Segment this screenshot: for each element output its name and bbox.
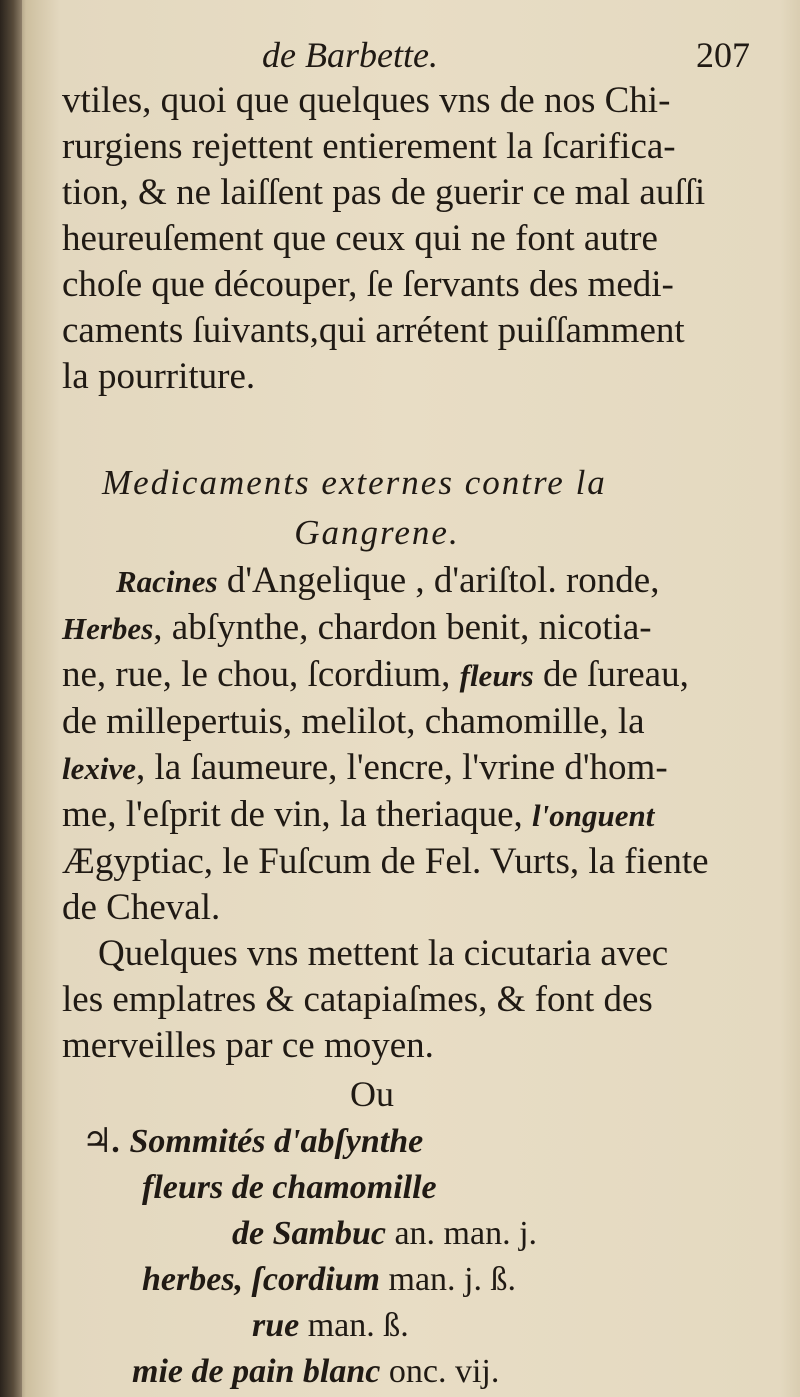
text-line: les emplatres & catapiaſmes, & font des (62, 979, 653, 1020)
text-run: de Cheval. (62, 887, 221, 928)
italic-term: l'onguent (532, 798, 655, 833)
text-line: vtiles, quoi que quelques vns de nos Chi- (62, 80, 671, 121)
text-run: ne, rue, le chou, ſcordium, (62, 654, 460, 695)
text-run: , abſynthe, chardon benit, nicotia- (153, 607, 652, 648)
italic-term: Herbes (62, 611, 154, 646)
italic-term: fleurs de chamomille (142, 1169, 437, 1206)
text-line (62, 745, 752, 792)
text-run: man. j. ß. (380, 1261, 516, 1298)
text-run: , la ſaumeure, l'encre, l'vrine d'hom- (136, 747, 668, 788)
text-line (62, 652, 752, 699)
text-run: de millepertuis, melilot, chamomille, la (62, 701, 645, 742)
section-title-line-2: Gangrene. (294, 513, 460, 552)
text-line: heureuſement que ceux qui ne font autre (62, 218, 658, 259)
italic-term: Racines (116, 564, 218, 599)
text-line: tion, & ne laiſſent pas de guerir ce mal auſſi (62, 172, 706, 213)
page-text (62, 28, 752, 1395)
running-title: de Barbette. (262, 35, 438, 75)
italic-term: ♃. Sommités d'abſynthe (82, 1123, 424, 1160)
recipe-line (62, 1165, 752, 1211)
text-line (62, 839, 752, 885)
text-run: an. man. j. (385, 1215, 538, 1252)
recipe-line (62, 1119, 752, 1165)
italic-term: rue (252, 1307, 300, 1344)
recipe-line (62, 1211, 752, 1257)
recipe-line (62, 1257, 752, 1303)
italic-term: mie de pain blanc (132, 1353, 381, 1390)
text-run: Ægyptiac, le Fuſcum de Fel. Vurts, la fiente (62, 841, 709, 882)
paragraph-3 (62, 931, 752, 1069)
paragraph-1 (62, 78, 752, 400)
section-title-line-1: Medicaments externes contre la (102, 463, 607, 502)
text-line (62, 699, 752, 745)
text-line: Quelques vns mettent la cicutaria avec (98, 933, 669, 974)
text-line: merveilles par ce moyen. (62, 1025, 434, 1066)
italic-term: lexive (62, 751, 137, 786)
text-line (62, 558, 752, 605)
italic-term: fleurs (459, 658, 534, 693)
text-run: de ſureau, (533, 654, 689, 695)
section-title (62, 458, 752, 558)
alternative-heading: Ou (350, 1074, 394, 1114)
text-line: la pourriture. (62, 356, 256, 397)
text-line (62, 885, 752, 931)
text-line: rurgiens rejettent entierement la ſcarifica- (62, 126, 676, 167)
italic-term: de Sambuc (232, 1215, 386, 1252)
page-number: 207 (696, 35, 750, 75)
text-line: choſe que découper, ſe ſervants des medi- (62, 264, 674, 305)
page-header (62, 28, 752, 78)
text-run: man. ß. (299, 1307, 409, 1344)
text-line: caments ſuivants,qui arrétent puiſſamment (62, 310, 685, 351)
recipe-line (62, 1349, 752, 1395)
recipe (62, 1119, 752, 1395)
text-run: d'Angelique , d'ariſtol. ronde, (217, 560, 660, 601)
italic-term: herbes, ſcordium (142, 1261, 380, 1298)
text-line (62, 792, 752, 839)
text-run: onc. vij. (380, 1353, 500, 1390)
text-line (62, 605, 752, 652)
text-run: me, l'eſprit de vin, la theriaque, (62, 794, 533, 835)
book-spine (0, 0, 22, 1397)
paragraph-2 (62, 558, 752, 931)
recipe-line (62, 1303, 752, 1349)
